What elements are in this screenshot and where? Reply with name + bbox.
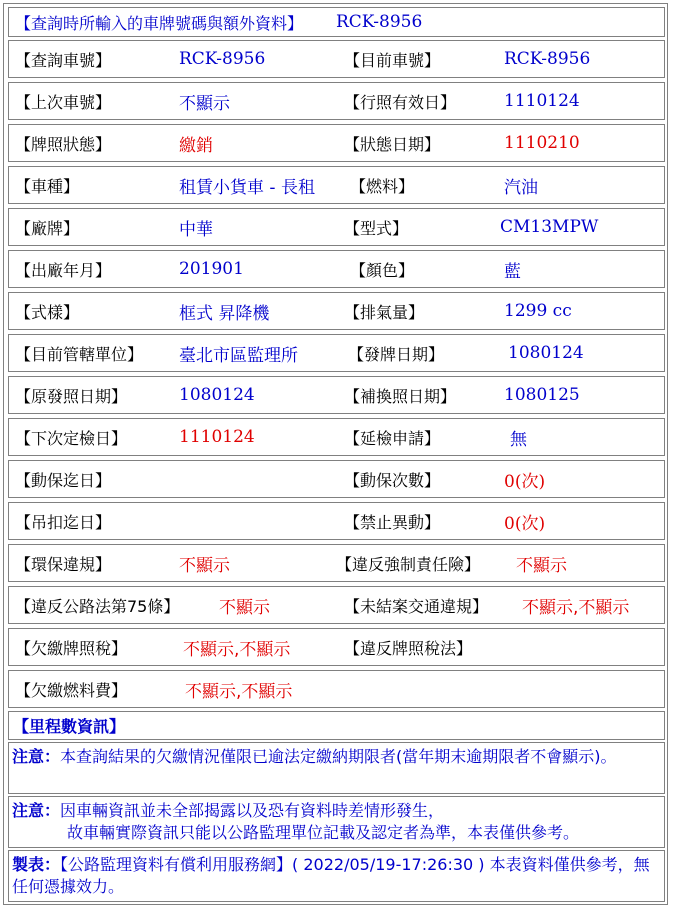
field-label: 【違反牌照稅法】 xyxy=(344,638,473,658)
field-label: 【牌照狀態】 xyxy=(15,134,112,154)
info-row xyxy=(8,292,665,330)
field-value: 藍 xyxy=(504,261,521,282)
field-value: 不顯示,不顯示 xyxy=(522,597,630,618)
note-2 xyxy=(8,796,665,848)
field-label: 【出廠年月】 xyxy=(15,260,112,280)
field-label: 【違反公路法第75條】 xyxy=(15,596,180,616)
field-label: 【燃料】 xyxy=(350,176,415,196)
field-value: 不顯示 xyxy=(516,555,567,576)
field-value: 201901 xyxy=(179,259,244,279)
field-value: 1080125 xyxy=(504,385,580,405)
mileage-header: 【里程數資訊】 xyxy=(13,717,126,736)
info-row xyxy=(8,670,665,708)
field-label: 【環保違規】 xyxy=(15,554,112,574)
note-2-line2: 故車輛實際資訊只能以公路監理單位記載及認定者為準，本表僅供參考。 xyxy=(67,823,580,842)
info-row xyxy=(8,166,665,204)
field-value: 無 xyxy=(510,429,527,450)
field-value: RCK-8956 xyxy=(504,49,591,69)
field-label: 【顏色】 xyxy=(350,260,415,280)
field-label: 【欠繳燃料費】 xyxy=(15,680,128,700)
info-row xyxy=(8,586,665,624)
field-label: 【車種】 xyxy=(15,176,80,196)
field-label: 【廠牌】 xyxy=(15,218,80,238)
field-label: 【延檢申請】 xyxy=(344,428,441,448)
field-label: 【補換照日期】 xyxy=(344,386,457,406)
mileage-header-row xyxy=(8,711,665,740)
query-title-row xyxy=(8,7,665,37)
field-label: 【下次定檢日】 xyxy=(15,428,128,448)
info-row xyxy=(8,208,665,246)
field-label: 【未結案交通違規】 xyxy=(344,596,489,616)
field-value: 1299 cc xyxy=(504,301,572,321)
field-label: 【式樣】 xyxy=(15,302,80,322)
query-title-label: 【查詢時所輸入的車牌號碼與額外資料】 xyxy=(15,13,304,33)
note-1-key: 注意： xyxy=(12,747,61,766)
field-value: 框式 昇降機 xyxy=(179,303,270,324)
field-label: 【動保迄日】 xyxy=(15,470,112,490)
info-row xyxy=(8,628,665,666)
field-value: 臺北市區監理所 xyxy=(179,345,298,366)
field-value: 0(次) xyxy=(504,471,546,492)
field-value: 1110210 xyxy=(504,133,580,153)
field-value: 中華 xyxy=(179,219,213,240)
field-label: 【禁止異動】 xyxy=(344,512,441,532)
field-label: 【原發照日期】 xyxy=(15,386,128,406)
field-label: 【型式】 xyxy=(344,218,409,238)
field-value: RCK-8956 xyxy=(179,49,266,69)
query-title-value: RCK-8956 xyxy=(336,12,423,32)
field-label: 【上次車號】 xyxy=(15,92,112,112)
note-2-key: 注意： xyxy=(12,801,61,820)
info-row xyxy=(8,376,665,414)
footer-text: 【公路監理資料有償利用服務網】( 2022/05/19-17:26:30 ) 本表資料僅供參考，無任何憑據效力。 xyxy=(12,855,650,896)
field-value: 0(次) xyxy=(504,513,546,534)
info-row xyxy=(8,544,665,582)
info-row xyxy=(8,460,665,498)
field-label: 【目前車號】 xyxy=(344,50,441,70)
field-label: 【目前管轄單位】 xyxy=(15,344,144,364)
field-label: 【查詢車號】 xyxy=(15,50,112,70)
note-2-line1: 因車輛資訊並未全部揭露以及恐有資料時差情形發生， xyxy=(60,801,445,820)
info-row xyxy=(8,418,665,456)
footer-key: 製表： xyxy=(12,855,61,874)
field-label: 【排氣量】 xyxy=(344,302,425,322)
info-row xyxy=(8,502,665,540)
field-label: 【欠繳牌照稅】 xyxy=(15,638,128,658)
field-value: 汽油 xyxy=(504,177,538,198)
field-label: 【動保次數】 xyxy=(344,470,441,490)
info-row xyxy=(8,250,665,288)
report-footer xyxy=(8,850,665,902)
field-label: 【狀態日期】 xyxy=(344,134,441,154)
field-value: 不顯示 xyxy=(219,597,270,618)
info-row xyxy=(8,124,665,162)
field-label: 【行照有效日】 xyxy=(344,92,457,112)
info-row xyxy=(8,82,665,120)
info-row xyxy=(8,334,665,372)
field-label: 【發牌日期】 xyxy=(348,344,445,364)
field-label: 【吊扣迄日】 xyxy=(15,512,112,532)
field-value: 1110124 xyxy=(179,427,255,447)
field-value: CM13MPW xyxy=(500,217,599,237)
field-value: 不顯示 xyxy=(179,93,230,114)
field-value: 1110124 xyxy=(504,91,580,111)
field-value: 不顯示,不顯示 xyxy=(183,639,291,660)
info-row xyxy=(8,40,665,78)
field-label: 【違反強制責任險】 xyxy=(336,554,481,574)
field-value: 1080124 xyxy=(179,385,255,405)
field-value: 1080124 xyxy=(508,343,584,363)
field-value: 租賃小貨車 - 長租 xyxy=(179,177,315,198)
note-1-text: 本查詢結果的欠繳情況僅限已逾法定繳納期限者(當年期末逾期限者不會顯示)。 xyxy=(60,747,617,766)
field-value: 不顯示,不顯示 xyxy=(185,681,293,702)
field-value: 不顯示 xyxy=(179,555,230,576)
note-1 xyxy=(8,742,665,794)
field-value: 繳銷 xyxy=(179,135,213,156)
